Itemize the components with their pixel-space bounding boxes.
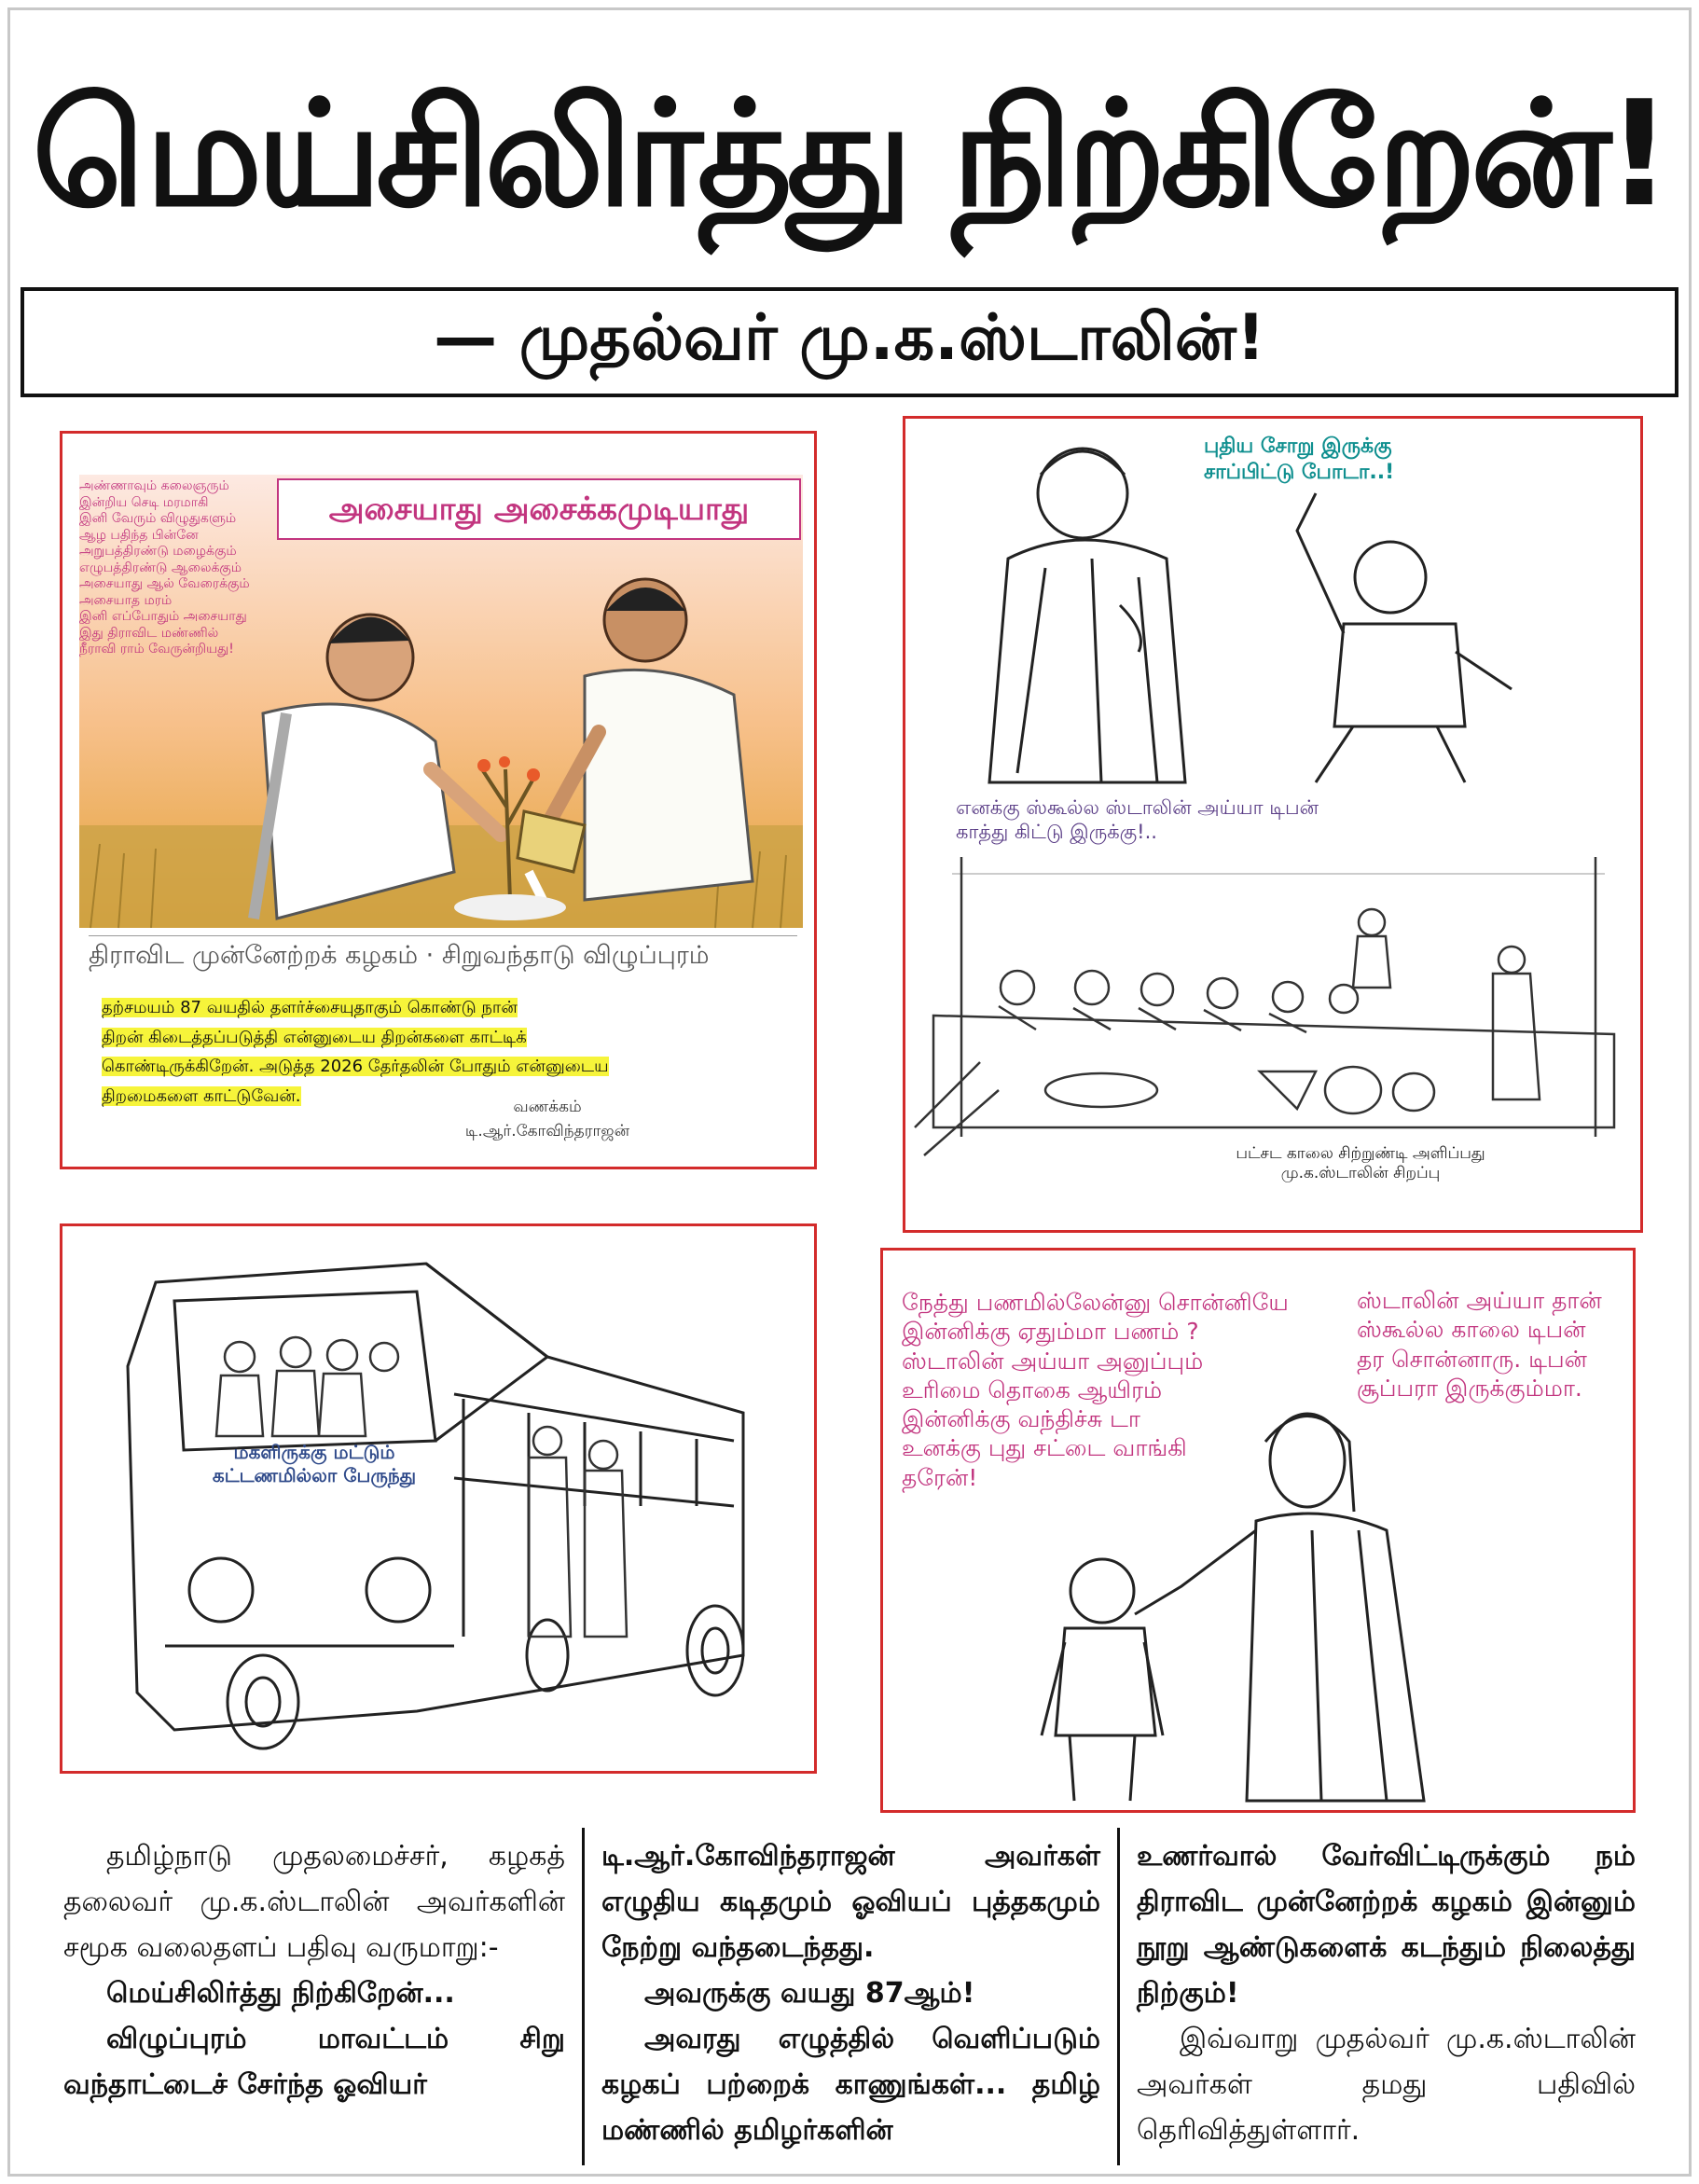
article-paragraph: டி.ஆர்.கோவிந்தராஜன் அவர்கள் எழுதிய கடிதமும் ஓவியப் புத்தகமும் நேற்று வந்தடைந்தது. [601, 1840, 1100, 1964]
soil-patch [454, 894, 566, 920]
headline: மெய்சிலிர்த்து நிற்கிறேன்! [32, 69, 1667, 239]
free-bus-sketch [62, 1226, 817, 1774]
poem-line: இனி எப்போதும் அசையாது [79, 609, 247, 624]
illustration-panel-school-breakfast [903, 416, 1643, 1233]
poem-line: இது திராவிட மண்ணில் [79, 625, 219, 641]
bus-sign [193, 1441, 435, 1487]
boy-figure [1297, 493, 1512, 782]
speech-line: சூப்பரா இருக்கும்மா. [1357, 1374, 1582, 1402]
note-line: தற்சமயம் 87 வயதில் தளர்ச்சையுதாகும் கொண்டு நான் [102, 998, 518, 1017]
byline: — முதல்வர் மு.க.ஸ்டாலின்! [434, 301, 1265, 375]
article-paragraph: உணர்வால் வேர்விட்டிருக்கும் நம் திராவிட முன்னேற்றக் கழகம் இன்னும் நூறு ஆண்டுகளைக் கடந்தும் நிலைத்து நிற்கும்! [1137, 1840, 1636, 2010]
poem-line: அண்ணாவும் கலைஞரும் [79, 478, 229, 493]
painting-title: அசையாது அசைக்கமுடியாது [277, 478, 801, 540]
note-line: கொண்டிருக்கிறேன். அடுத்த 2026 தேர்தலின் போதும் என்னுடைய [102, 1057, 609, 1076]
poem-line: நீராவி ராம் வேருன்றியது! [79, 642, 234, 657]
speech-line: உரிமை தொகை ஆயிரம் [902, 1375, 1163, 1403]
caption-line: காத்து கிட்டு இருக்கு!.. [956, 821, 1157, 844]
mother-figure [989, 449, 1185, 782]
article-column-3 [1117, 1828, 1652, 2165]
note-greeting: வணக்கம் [513, 1098, 582, 1116]
son-figure [1042, 1559, 1163, 1801]
article-paragraph: இவ்வாறு முதல்வர் மு.க.ஸ்டாலின் அவர்கள் தமது பதிவில் தெரிவித்துள்ளார். [1137, 2023, 1636, 2147]
note-line: திறன் கிடைத்தப்படுத்தி என்னுடைய திறன்களை காட்டிக் [102, 1027, 527, 1047]
poem-line: அசையாத மரம் [79, 592, 173, 608]
speech-line: ஸ்கூல்ல காலை டிபன் [1357, 1316, 1586, 1344]
poem-text [79, 478, 275, 658]
illustration-panel-mother-son [880, 1248, 1636, 1813]
bus-sign-line: மகளிருக்கு மட்டும் [233, 1441, 395, 1463]
article-column-2 [582, 1828, 1117, 2165]
poem-line: அறுபத்திரண்டு மழைக்கும் [79, 544, 237, 559]
article-paragraph: விழுப்புரம் மாவட்டம் சிறு வந்தாட்டைச் சேர்ந்த ஓவியர் [63, 2023, 565, 2101]
speech-line: உனக்கு புது சட்டை வாங்கி [902, 1434, 1187, 1462]
classroom-scene [915, 857, 1614, 1155]
caption-line: மு.க.ஸ்டாலின் சிறப்பு [1280, 1164, 1441, 1183]
article-column-1 [47, 1828, 582, 2165]
speech-line: இன்னிக்கு ஏதும்மா பணம் ? [902, 1318, 1199, 1346]
poem-line: அசையாது ஆல் வேரைக்கும் [79, 576, 250, 591]
speech-line: சாப்பிட்டு போடா..! [1204, 460, 1395, 484]
speech-line: தரேன்! [902, 1463, 978, 1491]
note-line: திறமைகளை காட்டுவேன். [102, 1085, 301, 1106]
poem-line: இனி வேரும் விழுதுகளும் [79, 511, 237, 526]
highlighted-note [102, 993, 792, 1111]
article-paragraph: அவருக்கு வயது 87ஆம்! [644, 1977, 975, 2010]
poem-line: எழுபத்திரண்டு ஆலைக்கும் [79, 560, 242, 575]
article-body [47, 1828, 1652, 2165]
speech-line: ஸ்டாலின் அய்யா அனுப்பும் [902, 1347, 1204, 1375]
poem-line: ஆழ பதிந்த பின்னே [79, 527, 199, 543]
poem-line: இன்றிய செடி மரமாகி [79, 494, 209, 510]
son-speech [902, 1288, 1312, 1492]
bus-body [128, 1264, 743, 1749]
speech-line: தர சொன்னாரு. டிபன் [1357, 1345, 1587, 1373]
painting-footer-line: திராவிட முன்னேற்றக் கழகம் · சிறுவந்தாடு விழுப்புரம் [89, 935, 797, 972]
speech-line: இன்னிக்கு வந்திச்சு டா [902, 1405, 1140, 1432]
mother-reply-speech [1357, 1286, 1636, 1403]
caption-line: எனக்கு ஸ்கூல்ல ஸ்டாலின் அய்யா டிபன் [956, 796, 1319, 819]
speech-line: ஸ்டாலின் அய்யா தான் [1357, 1287, 1602, 1314]
mother-speech-bubble [1204, 434, 1465, 485]
note-signature: டி.ஆர்.கோவிந்தராஜன் [464, 1122, 630, 1140]
article-paragraph: தமிழ்நாடு முதலமைச்சர், கழகத் தலைவர் மு.க.ஸ்டாலின் அவர்களின் சமூக வலைதளப் பதிவு வருமாறு:- [63, 1840, 565, 1964]
breakfast-scheme-caption [1155, 1144, 1566, 1184]
article-paragraph: மெய்சிலிர்த்து நிற்கிறேன்... [106, 1977, 455, 2010]
speech-line: புதிய சோறு இருக்கு [1204, 435, 1392, 458]
article-paragraph: அவரது எழுத்தில் வெளிப்படும் கழகப் பற்றைக் காணுங்கள்... தமிழ் மண்ணில் தமிழர்களின் [601, 2023, 1100, 2147]
speech-line: நேத்து பணமில்லேன்னு சொன்னியே [902, 1289, 1289, 1316]
caption-line: பட்சட காலை சிற்றுண்டி அளிப்பது [1236, 1144, 1485, 1163]
boy-caption [956, 795, 1553, 845]
byline-box [21, 287, 1678, 397]
illustration-panel-tree-planting [60, 431, 817, 1169]
illustration-panel-free-bus [60, 1223, 817, 1774]
bus-sign-line: கட்டணமில்லா பேருந்து [212, 1464, 417, 1486]
